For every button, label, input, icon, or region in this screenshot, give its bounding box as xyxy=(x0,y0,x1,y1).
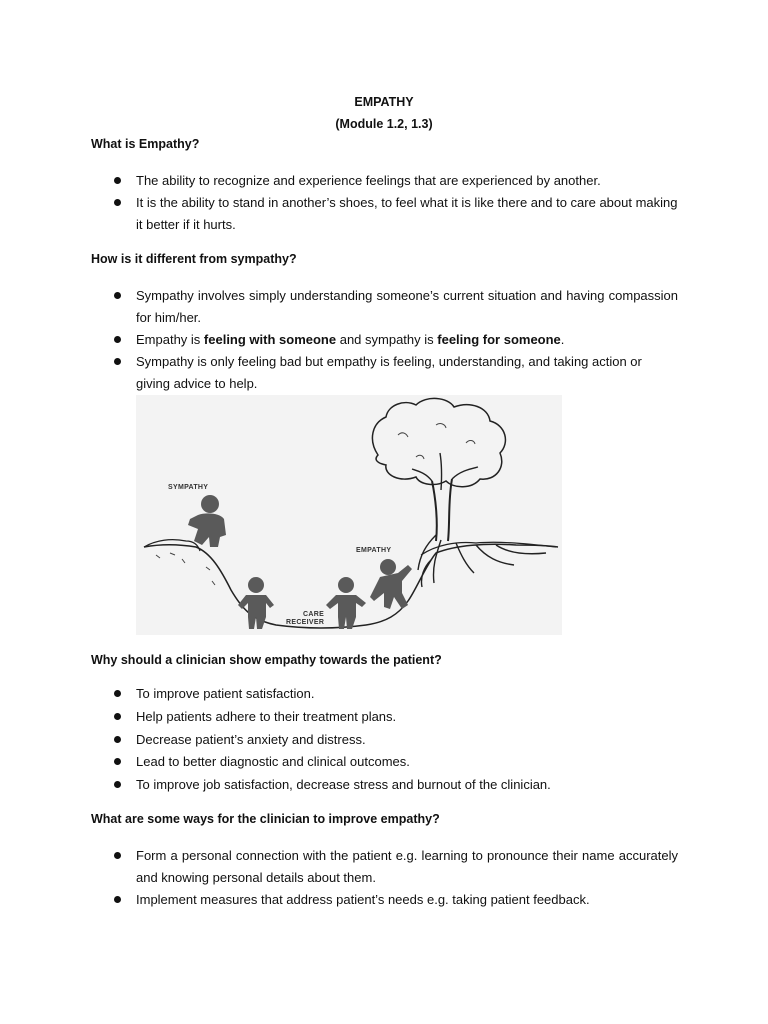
bullet-marker xyxy=(114,896,121,903)
empathy-illustration xyxy=(136,395,562,635)
bullet-marker xyxy=(114,690,121,697)
bold-phrase-feeling-with: feeling with someone xyxy=(203,332,337,347)
illustration-svg xyxy=(136,395,562,635)
label-empathy: EMPATHY xyxy=(356,547,392,554)
canopy-detail xyxy=(398,424,475,459)
bullet-marker xyxy=(114,852,121,859)
list-item: Form a personal connection with the patient e.g. learning to pronounce their name accurately and knowing personal details about them. xyxy=(136,848,678,885)
bullet-marker xyxy=(114,781,121,788)
bullet-marker xyxy=(114,177,121,184)
care-receiver-figure-left xyxy=(238,577,274,629)
section-heading-why-empathy: Why should a clinician show empathy towards the patient? xyxy=(91,653,442,667)
bullet-marker xyxy=(114,199,121,206)
section-heading-difference: How is it different from sympathy? xyxy=(91,252,297,266)
rock-texture xyxy=(156,553,215,585)
list-item: To improve patient satisfaction. xyxy=(136,686,315,701)
list-item: The ability to recognize and experience feelings that are experienced by another. xyxy=(136,173,601,188)
section-heading-improve-empathy: What are some ways for the clinician to improve empathy? xyxy=(91,812,440,826)
tree-canopy xyxy=(372,398,505,486)
tree-branches xyxy=(412,453,478,490)
list-item: Decrease patient’s anxiety and distress. xyxy=(136,732,366,747)
section-heading-what-is-empathy: What is Empathy? xyxy=(91,137,200,151)
bold-phrase-feeling-for: feeling for someone xyxy=(437,332,561,347)
list-item: Help patients adhere to their treatment plans. xyxy=(136,709,397,724)
bullet-marker xyxy=(114,758,121,765)
list-item xyxy=(136,329,678,351)
text-span: and sympathy is xyxy=(336,332,438,347)
bullet-marker xyxy=(114,336,121,343)
tree-trunk xyxy=(432,479,452,541)
list-item: Lead to better diagnostic and clinical outcomes. xyxy=(136,754,410,769)
text-span: . xyxy=(560,332,565,347)
list-item: Implement measures that address patient’s needs e.g. taking patient feedback. xyxy=(136,892,590,907)
sympathy-figure xyxy=(188,495,226,547)
list-item: It is the ability to stand in another’s shoes, to feel what it is like there and to care about making it better if it hurts. xyxy=(136,195,678,232)
bullet-marker xyxy=(114,713,121,720)
label-sympathy: SYMPATHY xyxy=(168,484,209,491)
bullet-marker xyxy=(114,358,121,365)
text-span: Empathy is xyxy=(136,332,204,347)
bullet-marker xyxy=(114,736,121,743)
label-receiver: RECEIVER xyxy=(286,619,325,626)
care-receiver-figure-right xyxy=(326,577,366,629)
label-care: CARE xyxy=(303,611,325,618)
bullet-marker xyxy=(114,292,121,299)
list-item: Sympathy involves simply understanding someone’s current situation and having compassion for him/her. xyxy=(136,288,678,325)
empathy-figure xyxy=(370,559,412,609)
document-title: EMPATHY xyxy=(354,95,414,109)
document-subtitle: (Module 1.2, 1.3) xyxy=(335,117,433,131)
list-item: To improve job satisfaction, decrease stress and burnout of the clinician. xyxy=(136,777,551,792)
list-item: Sympathy is only feeling bad but empathy is feeling, understanding, and taking action or giving advice to help. xyxy=(136,354,642,391)
